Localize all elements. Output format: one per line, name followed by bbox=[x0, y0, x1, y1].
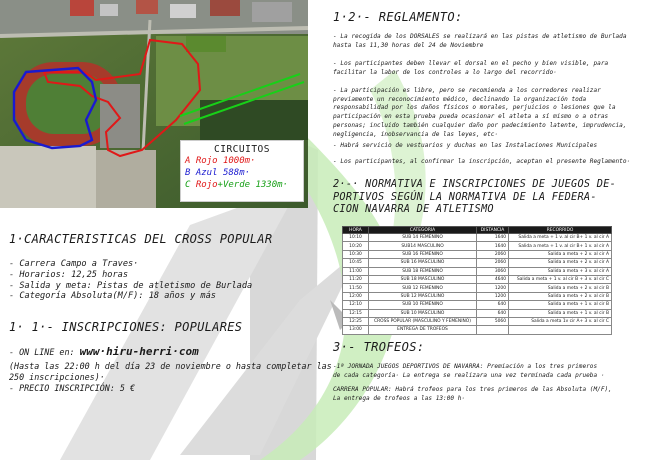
table-row bbox=[343, 267, 612, 275]
legend-title: CIRCUITOS bbox=[214, 144, 270, 155]
legend-row-a bbox=[185, 155, 299, 167]
trophy-line: La entrega de trofeos a las 13:00 h· bbox=[333, 394, 466, 402]
cell-hora: 11:00 bbox=[343, 267, 369, 275]
cell-recorrido: Salida a meta + 1 v. al cir B + 3 v. al cir C bbox=[509, 275, 612, 283]
legend-row-b bbox=[185, 167, 299, 179]
cell-categoria: SUB 16 MASCULINO bbox=[369, 259, 477, 267]
cell-categoria: SUB 12 FEMENINO bbox=[369, 284, 477, 292]
cell-hora: 11:50 bbox=[343, 284, 369, 292]
table-row bbox=[343, 259, 612, 267]
section2-heading bbox=[333, 179, 616, 217]
cell-distancia: 3060 bbox=[477, 267, 509, 275]
section2-heading-line: 2·-· NORMATIVA E INSCRIPCIONES DE JUEGOS DE- bbox=[333, 179, 617, 190]
legend-letter-b: B bbox=[185, 168, 191, 178]
header-distancia: DISTANCIA bbox=[477, 227, 509, 234]
cell-hora: 12:15 bbox=[343, 309, 369, 317]
cell-distancia: 640 bbox=[477, 301, 509, 309]
cell-distancia: 4640 bbox=[477, 275, 509, 283]
trophy-line: -1ª JORNADA JUEGOS DEPORTIVOS DE NAVARRA: Premiación a los tres primeros bbox=[333, 363, 598, 370]
legend-name-a: Rojo bbox=[195, 156, 218, 166]
trophy-paragraph-1 bbox=[333, 363, 643, 380]
cell-distancia: 2060 bbox=[477, 259, 509, 267]
section1-item: - Categoría Absoluta(M/F): 18 años y más bbox=[9, 291, 216, 302]
table-row bbox=[343, 284, 612, 292]
cell-recorrido: Salida a meta 1v cir A+ 3 v. al cir C bbox=[509, 317, 612, 325]
section12-heading: 1·2·- REGLAMENTO: bbox=[333, 10, 463, 24]
cell-recorrido: Salida a meta + 2 v. al cir A bbox=[509, 259, 612, 267]
cell-distancia: 1640 bbox=[477, 242, 509, 250]
table-row bbox=[343, 292, 612, 300]
cell-distancia: 1200 bbox=[477, 284, 509, 292]
legend-distance-b: 588m· bbox=[222, 168, 251, 178]
cell-hora: 13:00 bbox=[343, 326, 369, 334]
deadline-line1: (Hasta las 22:00 h del día 23 de noviembre o hasta completar las bbox=[9, 361, 332, 371]
cell-recorrido: Salida a meta + 2 v. al cir B bbox=[509, 292, 612, 300]
cell-hora: 12:00 bbox=[343, 292, 369, 300]
section2-heading-line: PORTIVOS SEGÚN LA NORMATIVA DE LA FEDERA- bbox=[333, 191, 597, 203]
deadline-line2: 250 inscripciones)· bbox=[9, 372, 105, 382]
section11-heading: 1· 1·- INSCRIPCIONES: POPULARES bbox=[9, 320, 243, 334]
circuit-legend bbox=[180, 140, 304, 202]
section3-heading: 3·- TROFEOS: bbox=[333, 340, 425, 354]
cell-distancia: 2060 bbox=[477, 250, 509, 258]
cell-hora: 10:10 bbox=[343, 234, 369, 242]
table-row bbox=[343, 250, 612, 258]
cell-categoria: SUB 18 FEMENINO bbox=[369, 267, 477, 275]
trophy-line: CARRERA POPULAR: Habrá trofeos para los tres primeros de las Absoluta (M/F), bbox=[333, 386, 612, 393]
legend-letter-c: C bbox=[185, 180, 191, 190]
table-row bbox=[343, 326, 612, 334]
cell-categoria: SUB 14 FEMENINO bbox=[369, 234, 477, 242]
section1-item: - Carrera Campo a Traves· bbox=[9, 259, 139, 269]
table-row bbox=[343, 301, 612, 309]
section2-heading-line: CION NAVARRA DE ATLETISMO bbox=[333, 204, 494, 216]
cell-recorrido: Salida a meta + 2 v. al cir B bbox=[509, 284, 612, 292]
header-recorrido: RECORRIDO bbox=[509, 227, 612, 234]
table-row bbox=[343, 309, 612, 317]
section1-item: - Salida y meta: Pistas de atletismo de Burlada bbox=[9, 280, 253, 291]
section1-heading: 1·CARACTERISTICAS DEL CROSS POPULAR bbox=[9, 232, 273, 246]
cell-distancia: 1640 bbox=[477, 234, 509, 242]
table-row bbox=[343, 234, 612, 242]
cell-distancia bbox=[477, 326, 509, 334]
trophy-paragraph-2 bbox=[333, 386, 643, 403]
cell-hora: 11:20 bbox=[343, 275, 369, 283]
schedule-table bbox=[342, 226, 612, 335]
header-categoria: CATEGORIA bbox=[369, 227, 477, 234]
rule-paragraph-4: - Habrá servicio de vestuarios y duchas en las Instalaciones Municipales bbox=[333, 142, 598, 149]
table-row bbox=[343, 275, 612, 283]
trophy-line: de cada categoría· La entrega se realizara una vez terminada cada prueba · bbox=[333, 371, 605, 379]
rule-paragraph-2: - Los participantes deben llevar el dorsal en el pecho y bien visible, para facilitar la labor de los controles a lo largo del recorrido· bbox=[333, 60, 609, 76]
cell-categoria: SUB 18 MASCULINO bbox=[369, 275, 477, 283]
online-label: - ON LINE en: bbox=[9, 347, 80, 357]
legend-distance-c: 1330m· bbox=[255, 180, 288, 190]
cell-categoria: SUB14 MASCULINO bbox=[369, 242, 477, 250]
header-hora: HORA bbox=[343, 227, 369, 234]
legend-letter-a: A bbox=[185, 156, 191, 166]
cell-distancia: 5060 bbox=[477, 317, 509, 325]
online-line bbox=[9, 347, 199, 358]
legend-name-c: Rojo bbox=[195, 180, 218, 190]
online-url-link[interactable]: www·hiru-herri·com bbox=[79, 345, 199, 358]
cell-hora: 10:30 bbox=[343, 250, 369, 258]
table-row bbox=[343, 317, 612, 325]
cell-recorrido: Salida a meta + 1 v. al cir B bbox=[509, 301, 612, 309]
cell-distancia: 1200 bbox=[477, 292, 509, 300]
legend-name-extra-c: +Verde bbox=[217, 180, 251, 190]
cell-recorrido: Salida a meta + 1 v. al cir B bbox=[509, 309, 612, 317]
legend-row-c bbox=[185, 179, 299, 191]
cell-recorrido: Salida a meta + 1 v. al cir B+ 1 v. al cir A bbox=[509, 234, 612, 242]
rule-paragraph-3: - La participación es libre, pero se recomienda a los corredores realizar previamente un reconocimiento médico, declinando la organización toda responsabilidad por los daños físicos o morales, perjuicios o lesiones que la participación en esta prueba pueda ocasionar el atleta a sí mismo o a otras personas; incluido también cualquier daño por padecimiento latente, imprudencia, negligencia, inobservancia de las leyes, etc· bbox=[333, 87, 627, 138]
rule-paragraph-5: - Los participantes, al confirmar la inscripción, aceptan el presente Reglamento· bbox=[333, 158, 631, 165]
price-line: - PRECIO INSCRIPCIÓN: 5 € bbox=[9, 383, 136, 393]
cell-hora: 10:20 bbox=[343, 242, 369, 250]
cell-categoria: SUB 12 MASCULINO bbox=[369, 292, 477, 300]
cell-recorrido: Salida a meta + 3 v. al cir A bbox=[509, 267, 612, 275]
cell-hora: 12:25 bbox=[343, 317, 369, 325]
cell-recorrido: Salida a meta + 1 v. al cir B+ 1 v. al cir A bbox=[509, 242, 612, 250]
section1-list bbox=[9, 259, 252, 302]
schedule-header-row bbox=[343, 227, 612, 234]
table-row bbox=[343, 242, 612, 250]
cell-distancia: 640 bbox=[477, 309, 509, 317]
rule-paragraph-1: - La recogida de los DORSALES se realizará en las pistas de atletismo de Burlada hasta las 11,30 horas del 24 de Noviembre bbox=[333, 33, 627, 49]
section1-item: - Horarios: 12,25 horas bbox=[9, 269, 128, 280]
cell-categoria: SUB 16 FEMENINO bbox=[369, 250, 477, 258]
legend-name-b: Azul bbox=[195, 168, 218, 178]
cell-categoria: SUB 10 MASCULINO bbox=[369, 309, 477, 317]
cell-categoria: SUB 10 FEMENINO bbox=[369, 301, 477, 309]
cell-recorrido bbox=[509, 326, 612, 334]
cell-categoria: ENTREGA DE TROFEOS bbox=[369, 326, 477, 334]
cell-categoria: CROSS POPULAR (MASCULINO Y FEMENINO) bbox=[369, 317, 477, 325]
cell-recorrido: Salida a meta + 2 v. al cir A bbox=[509, 250, 612, 258]
legend-distance-a: 1000m· bbox=[222, 156, 256, 166]
cell-hora: 10:45 bbox=[343, 259, 369, 267]
cell-hora: 12:10 bbox=[343, 301, 369, 309]
